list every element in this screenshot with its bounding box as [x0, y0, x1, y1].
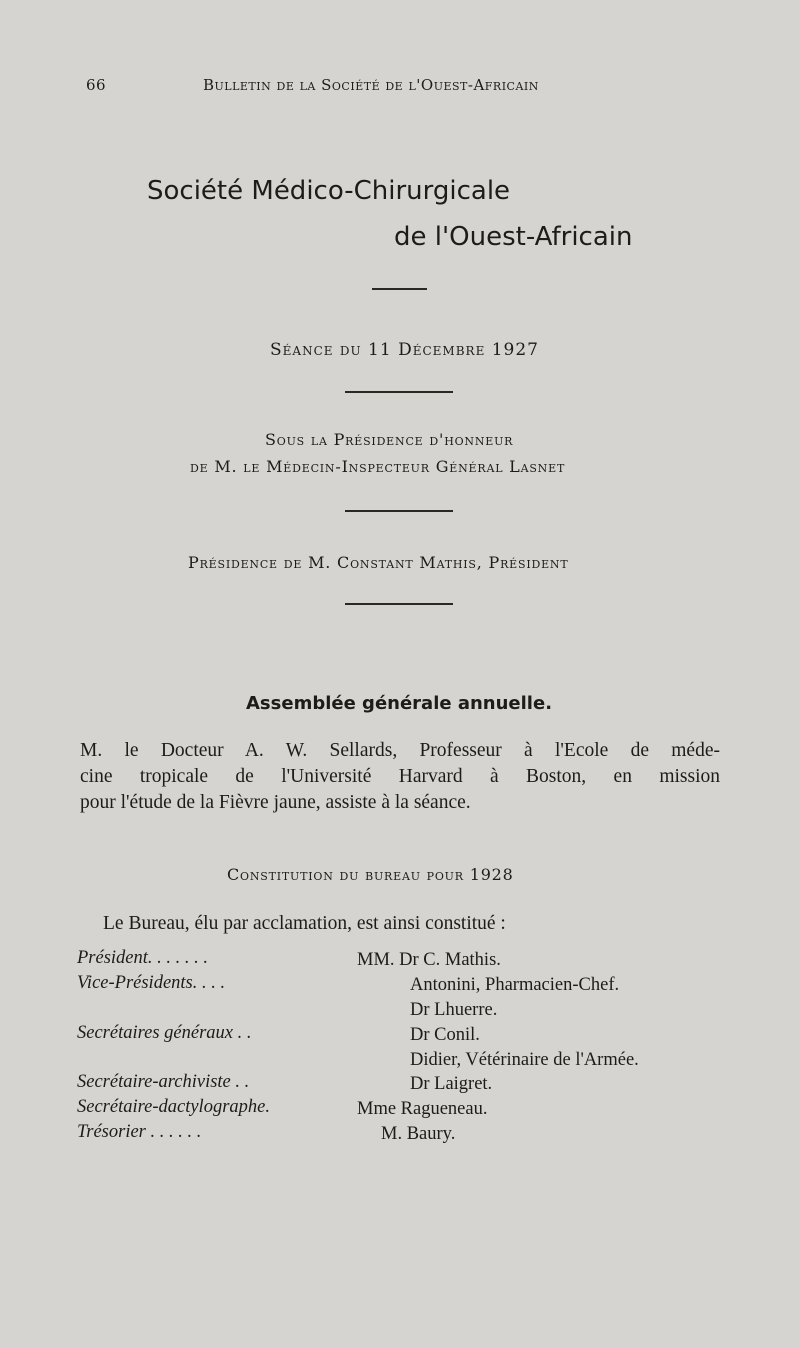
divider	[372, 288, 427, 290]
divider	[345, 391, 453, 393]
assembly-heading: Assemblée générale annuelle.	[246, 693, 553, 714]
role-label: Président. . . . . . .	[77, 948, 209, 968]
paragraph-line: M. le Docteur A. W. Sellards, Professeur à l'Ecole de méde-	[80, 740, 720, 761]
assembly-paragraph	[80, 738, 720, 816]
member-name: Dr Laigret.	[410, 1074, 493, 1094]
honorary-presidency-line1: Sous la Présidence d'honneur	[265, 430, 514, 449]
divider	[345, 510, 453, 512]
member-name: Dr Conil.	[410, 1025, 480, 1045]
running-title: Bulletin de la Société de l'Ouest-Africain	[203, 76, 539, 94]
role-label: Trésorier . . . . . .	[77, 1122, 202, 1142]
role-label: Vice-Présidents. . . .	[77, 973, 226, 993]
society-title-line2: de l'Ouest-Africain	[394, 222, 633, 252]
bureau-heading: Constitution du bureau pour 1928	[227, 865, 514, 884]
paragraph-line: cine tropicale de l'Université Harvard à Boston, en mission	[80, 766, 720, 787]
society-title-line1: Société Médico-Chirurgicale	[147, 176, 511, 206]
honorary-presidency-line2: de M. le Médecin-Inspecteur Général Lasnet	[190, 457, 566, 476]
member-name: Didier, Vétérinaire de l'Armée.	[410, 1050, 639, 1070]
role-label: Secrétaire-archiviste . .	[77, 1072, 250, 1092]
member-name: M. Baury.	[381, 1124, 456, 1144]
member-name: Mme Ragueneau.	[357, 1099, 488, 1119]
paragraph-line: pour l'étude de la Fièvre jaune, assiste à la séance.	[80, 792, 471, 813]
member-name: Antonini, Pharmacien-Chef.	[410, 975, 620, 995]
page-number: 66	[86, 76, 107, 94]
bureau-intro: Le Bureau, élu par acclamation, est ainsi constitué :	[103, 913, 506, 934]
presidency-line: Présidence de M. Constant Mathis, Président	[188, 553, 569, 572]
member-name: MM. Dr C. Mathis.	[357, 950, 501, 970]
member-name: Dr Lhuerre.	[410, 1000, 498, 1020]
session-date: Séance du 11 Décembre 1927	[270, 340, 539, 360]
role-label: Secrétaire-dactylographe.	[77, 1097, 270, 1117]
role-label: Secrétaires généraux . .	[77, 1023, 252, 1043]
divider	[345, 603, 453, 605]
